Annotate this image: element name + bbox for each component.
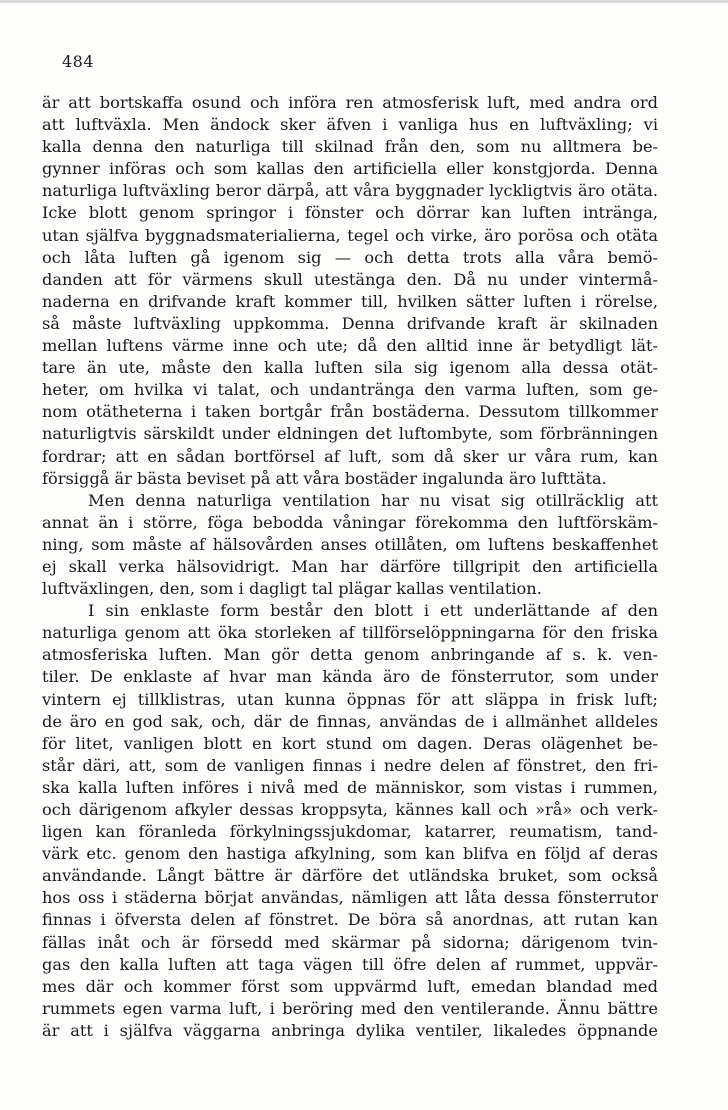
text-line: ligen kan föranleda förkylningssjukdomar, katarrer, reumatism, tand- (42, 822, 658, 842)
text-line: Icke blott genom springor i fönster och dörrar kan luften intränga, (42, 203, 658, 223)
text-line: heter, om hvilka vi talat, och undantränga den varma luften, som ge- (42, 380, 658, 400)
text-line: hos oss i städerna börjat användas, nämligen att låta dessa fönsterrutor (42, 888, 658, 908)
text-line: Men denna naturliga ventilation har nu visat sig otillräcklig att (88, 490, 658, 510)
text-line: rummets egen varma luft, i beröring med den ventilerande. Ännu bättre (42, 998, 658, 1018)
text-line: gynner införas och som kallas den artificiella eller konstgjorda. Denna (42, 159, 658, 179)
text-line: luftväxlingen, den, som i dagligt tal plägar kallas ventilation. (42, 579, 542, 599)
text-line: är att i själfva väggarna anbringa dylika ventiler, likaledes öppnande (42, 1020, 658, 1040)
text-line: fällas inåt och är försedd med skärmar på sidorna; därigenom tvin- (42, 932, 658, 952)
text-line: mes där och kommer först som uppvärmd luft, emedan blandad med (42, 976, 658, 996)
paragraph (42, 92, 658, 490)
text-line: så måste luftväxling uppkomma. Denna drifvande kraft är skilnaden (42, 313, 658, 333)
text-line: tiler. De enklaste af hvar man kända äro de fönsterrutor, som under (42, 667, 658, 687)
text-line: naderna en drifvande kraft kommer till, hvilken sätter luften i rörelse, (42, 291, 658, 311)
text-line: att luftväxla. Men ändock sker äfven i vanliga hus en luftväxling; vi (42, 115, 658, 135)
text-line: naturliga luftväxling beror därpå, att våra byggnader lyckligtvis äro otäta. (42, 181, 658, 201)
text-line: ning, som måste af hälsovården anses otillåten, om luftens beskaffenhet (42, 534, 658, 554)
text-line: atmosferiska luften. Man gör detta genom anbringande af s. k. ven- (42, 645, 658, 665)
text-line: fordrar; att en sådan bortförsel af luft, som då sker ur våra rum, kan (42, 446, 658, 466)
text-line: annat än i större, föga bebodda våningar förekomma den luftförskäm- (42, 512, 658, 532)
paragraph (42, 490, 658, 600)
text-line: naturligtvis särskildt under eldningen det luftombyte, som förbränningen (42, 424, 658, 444)
text-line: naturliga genom att öka storleken af tillförselöppningarna för den friska (42, 623, 658, 643)
text-line: kalla denna den naturliga till skilnad från den, som nu alltmera be- (42, 137, 658, 157)
text-line: är att bortskaffa osund och införa ren atmosferisk luft, med andra ord (42, 93, 658, 112)
text-line: står däri, att, som de vanligen finnas i nedre delen af fönstret, den fri- (42, 755, 658, 775)
paragraph (42, 600, 658, 1042)
text-line: ska kalla luften införes i nivå med de människor, som vistas i rummen, (42, 777, 658, 797)
text-line: mellan luftens värme inne och ute; då den alltid inne är betydligt lät- (42, 336, 658, 356)
text-line: och därigenom afkyler dessas kroppsyta, kännes kall och »rå» och verk- (42, 800, 658, 819)
text-line: ej skall verka hälsovidrigt. Man har därföre tillgripit den artificiella (42, 556, 658, 576)
text-line: försiggå är bästa beviset på att våra bostäder ingalunda äro lufttäta. (42, 468, 607, 488)
text-line: nom otätheterna i taken bortgår från bostäderna. Dessutom tillkommer (42, 402, 658, 422)
text-line: utan själfva byggnadsmaterialierna, tegel och virke, äro porösa och otäta (42, 225, 658, 245)
text-line: användande. Långt bättre är därföre det utländska bruket, som också (42, 866, 658, 886)
text-line: vintern ej tillklistras, utan kunna öppnas för att släppa in frisk luft; (42, 689, 658, 709)
text-line: danden att för värmens skull utestänga den. Då nu under vintermå- (42, 269, 658, 289)
text-line: de äro en god sak, och, där de finnas, användas de i allmänhet alldeles (42, 711, 658, 731)
body-text (42, 92, 658, 1042)
scan-edge (0, 0, 728, 3)
text-line: finnas i öfversta delen af fönstret. De böra så anordnas, att rutan kan (42, 910, 658, 930)
text-line: för litet, vanligen blott en kort stund om dagen. Deras olägenhet be- (42, 733, 658, 753)
text-line: och låta luften gå igenom sig — och detta trots alla våra bemö- (42, 247, 658, 267)
text-line: tare än ute, måste den kalla luften sila sig igenom alla dessa otät- (42, 358, 658, 378)
page-number: 484 (62, 52, 95, 71)
text-line: I sin enklaste form består den blott i ett underlättande af den (88, 601, 658, 621)
text-line: gas den kalla luften att taga vägen till öfre delen af rummet, uppvär- (42, 954, 658, 974)
text-line: värk etc. genom den hastiga afkylning, som kan blifva en följd af deras (42, 844, 658, 864)
